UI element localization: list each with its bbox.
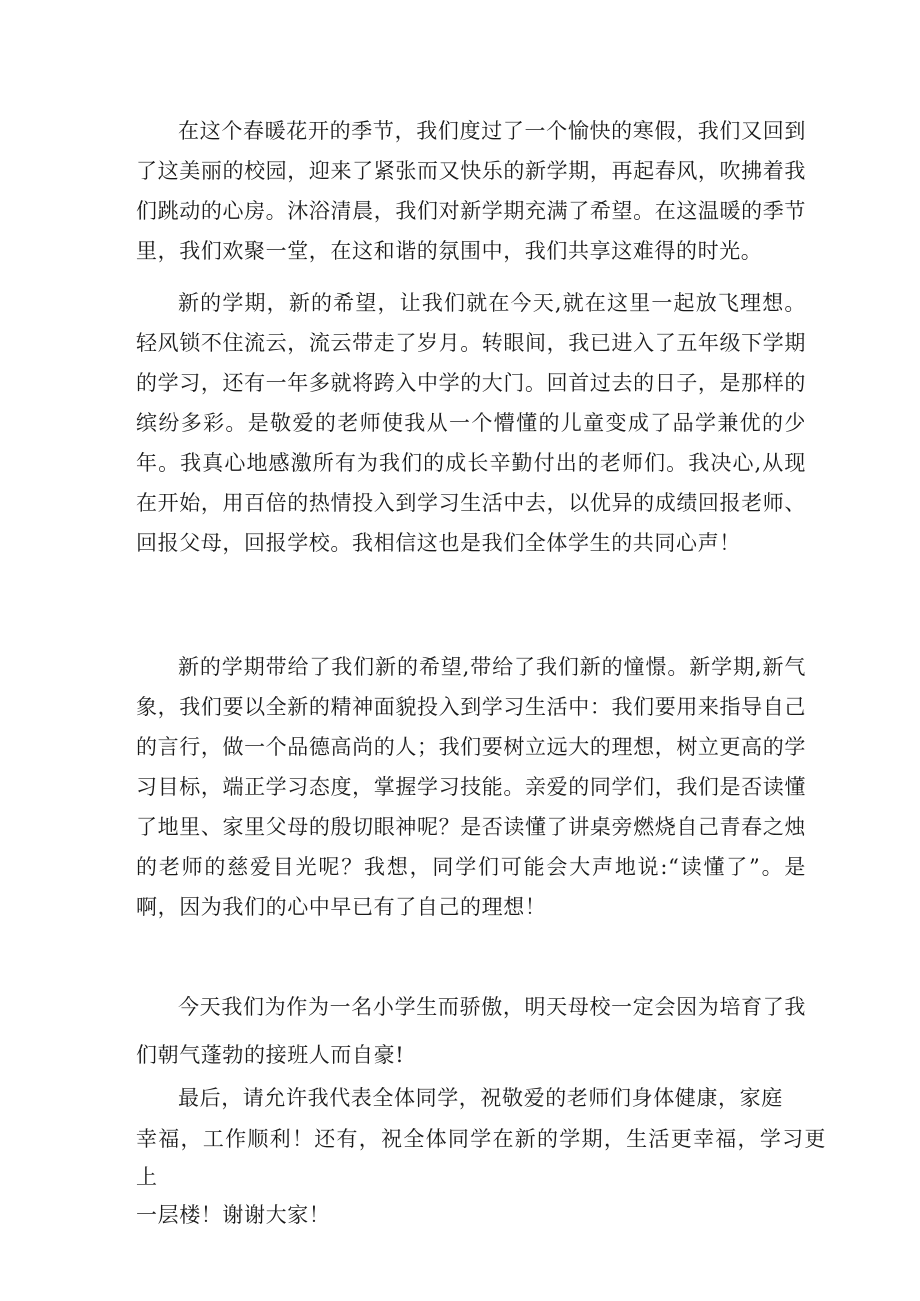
paragraph-new-hopes: 新的学期带给了我们新的希望,带给了我们新的憧憬。新学期,新气象，我们要以全新的精神面貌投入到学习生活中：我们要用来指导自己的言行，做一个品德高尚的人；我们要树立远大的理想，树立更高的学习目标，端正学习态度，掌握学习技能。亲爱的同学们，我们是否读懂了地里、家里父母的殷切眼神呢？是否读懂了讲桌旁燃烧自己青春之烛的老师的慈爱目光呢？我想，同学们可能会大声地说:“读懂了”。是啊，因为我们的心中早已有了自己的理想！ xyxy=(136,655,806,919)
paragraph-new-semester: 新的学期，新的希望，让我们就在今天,就在这里一起放飞理想。轻风锁不住流云，流云带走了岁月。转眼间，我已进入了五年级下学期的学习，还有一年多就将跨入中学的大门。回首过去的日子，是那样的缤纷多彩。是敬爱的老师使我从一个懵懂的儿童变成了品学兼优的少年。我真心地感激所有为我们的成长辛勤付出的老师们。我决心,从现在开始，用百倍的热情投入到学习生活中去，以优异的成绩回报老师、回报父母，回报学校。我相信这也是我们全体学生的共同心声！ xyxy=(136,291,806,555)
paragraph-pride: 今天我们为作为一名小学生而骄傲，明天母校一定会因为培育了我们朝气蓬勃的接班人而自豪! xyxy=(136,995,806,1067)
closing-line: 一层楼！谢谢大家！ xyxy=(136,1203,331,1227)
closing-line: 最后，请允许我代表全体同学，祝敬爱的老师们身体健康，家庭 xyxy=(178,1086,783,1110)
paragraph-closing xyxy=(136,1076,826,1234)
paragraph-opening: 在这个春暖花开的季节，我们度过了一个愉快的寒假，我们又回到了这美丽的校园，迎来了紧张而又快乐的新学期，再起春风，吹拂着我们跳动的心房。沐浴清晨，我们对新学期充满了希望。在这温暖的季节里，我们欢聚一堂，在这和谐的氛围中，我们共享这难得的时光。 xyxy=(136,119,806,263)
closing-line: 幸福，工作顺利！还有，祝全体同学在新的学期，生活更幸福，学习更上 xyxy=(136,1127,826,1189)
